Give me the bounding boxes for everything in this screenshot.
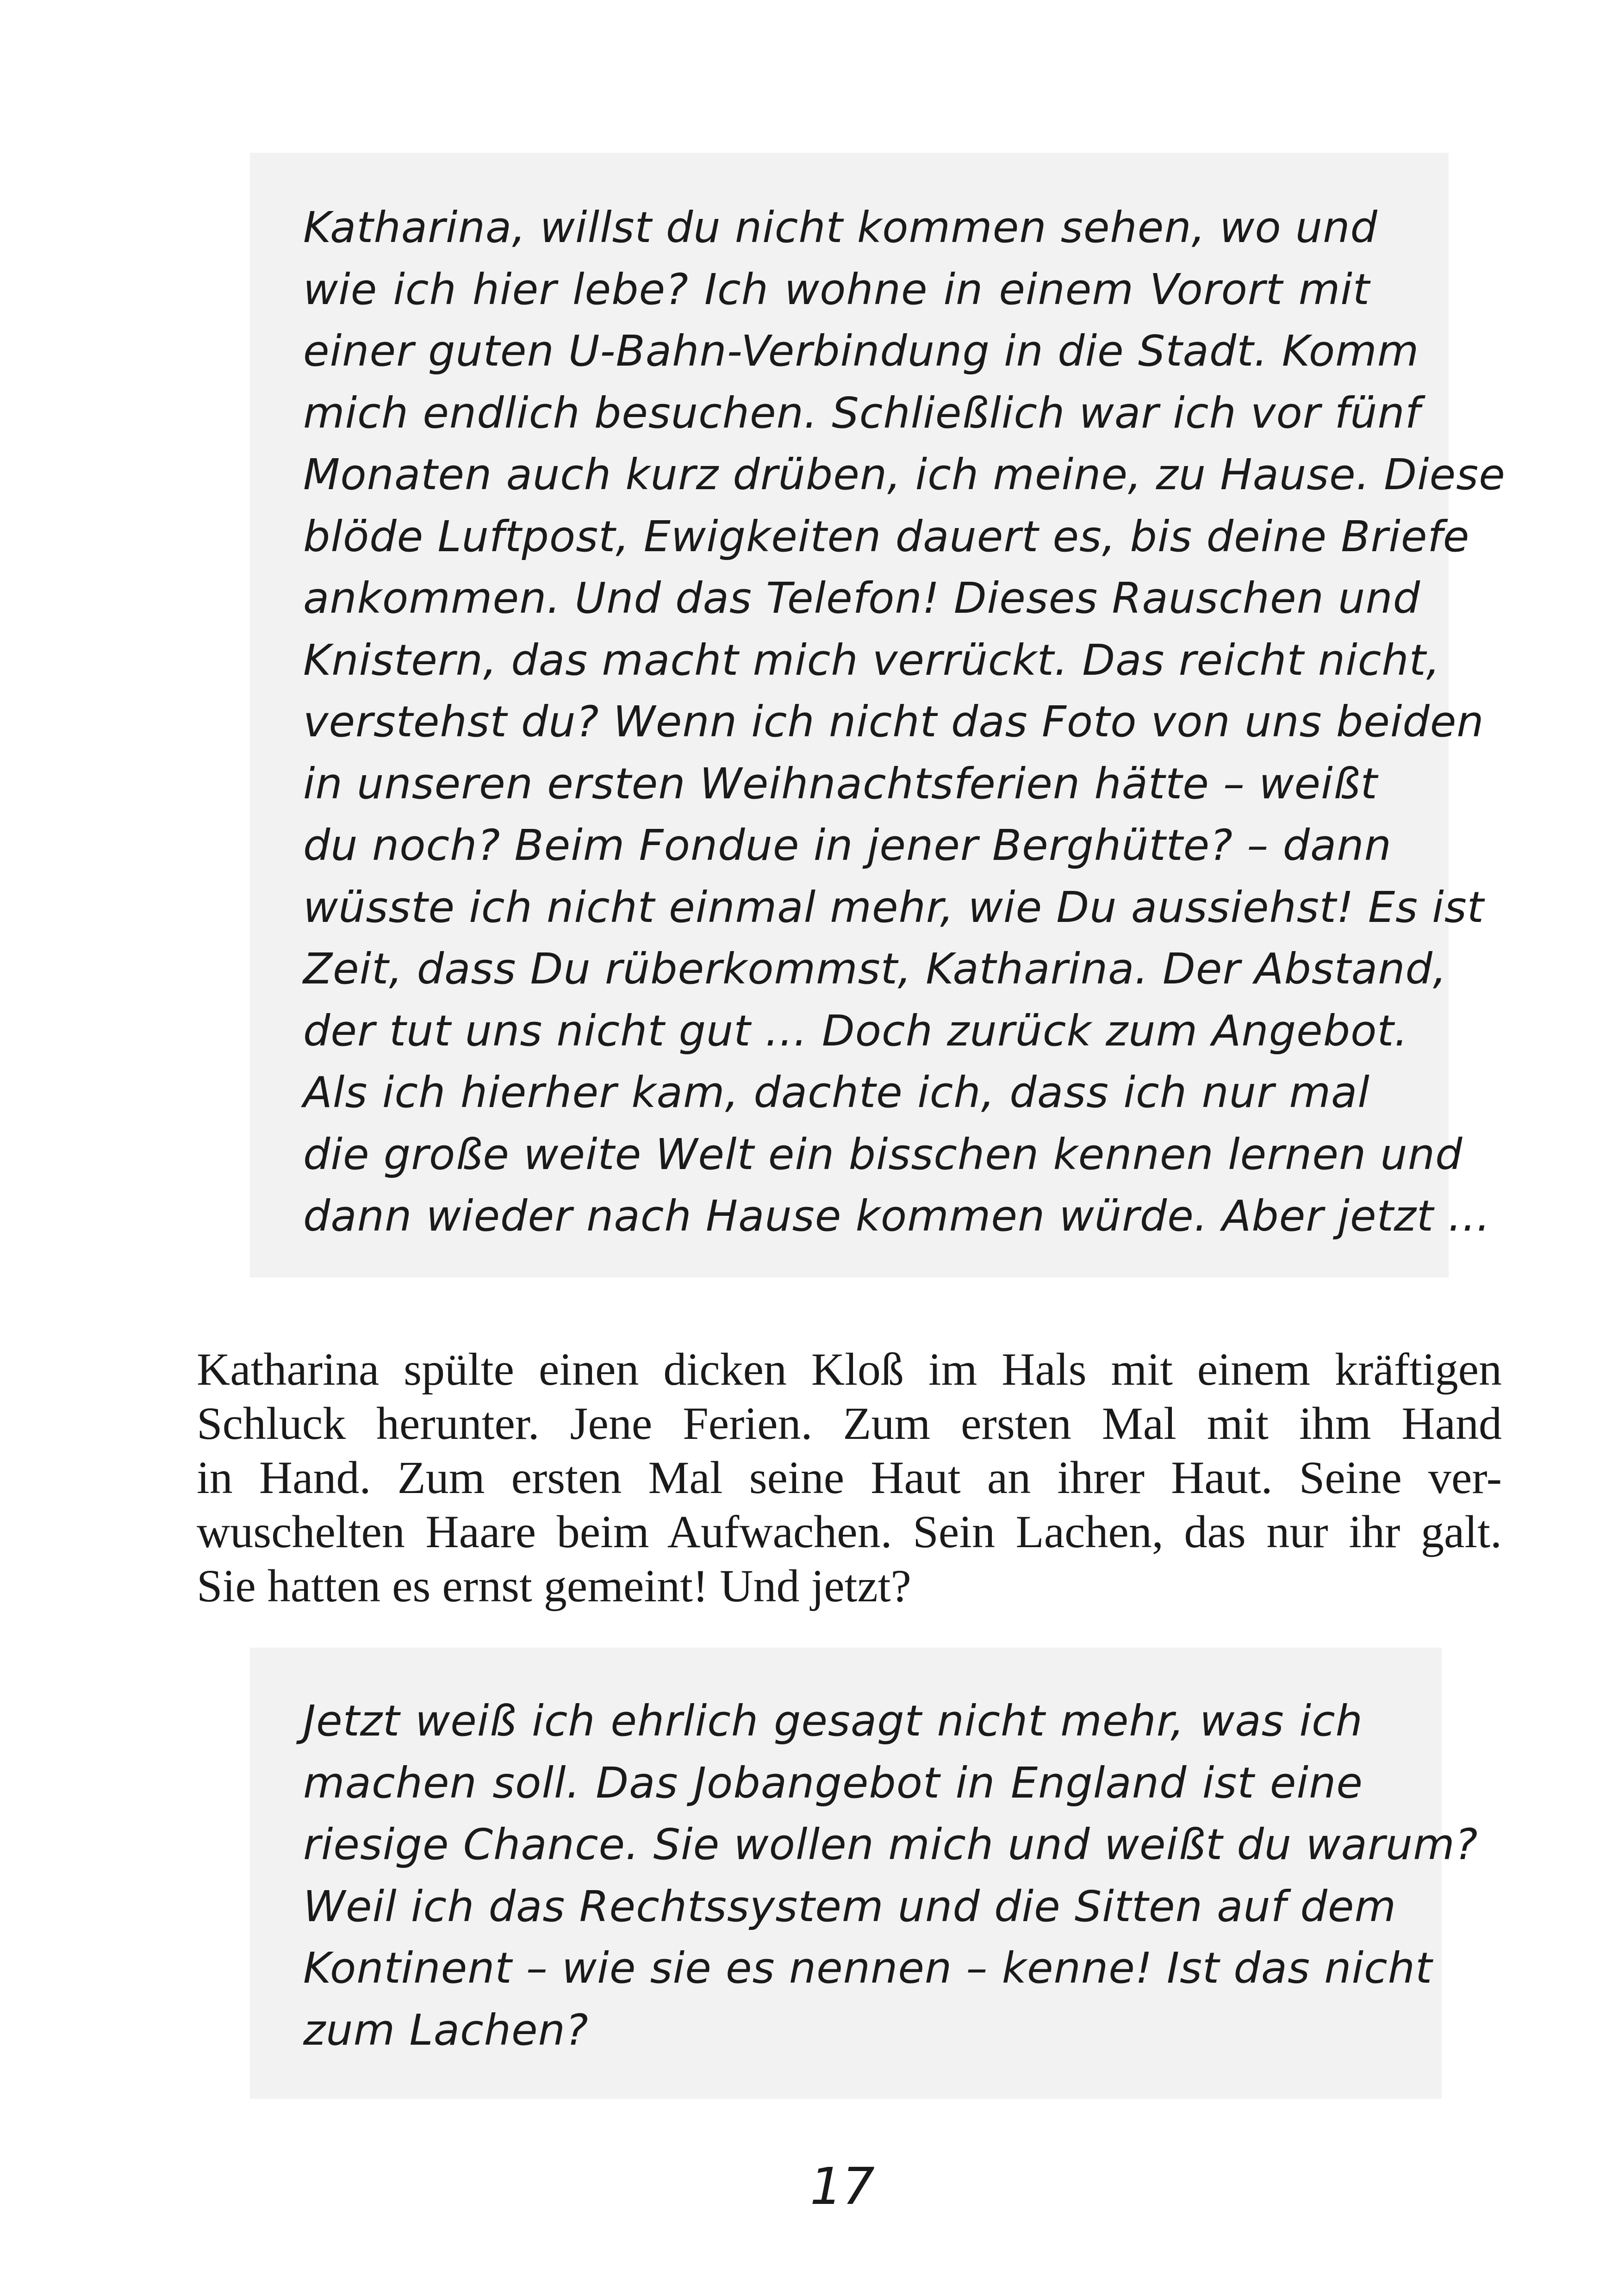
page-number: 17 (810, 2157, 875, 2216)
letter-line: Kontinent – wie sie es nennen – kenne! Ist das nicht (303, 1943, 1433, 1993)
letter-line: mich endlich besuchen. Schließlich war ich vor fünf (303, 388, 1421, 438)
letter-line: Weil ich das Rechtssystem und die Sitten auf dem (303, 1881, 1397, 1931)
narrative-line: Schluck herunter. Jene Ferien. Zum ersten Mal mit ihm Hand (197, 1398, 1502, 1449)
letter-line: Katharina, willst du nicht kommen sehen, wo und (303, 203, 1378, 252)
letter-line: Zeit, dass Du rüberkommst, Katharina. Der Abstand, (303, 944, 1447, 994)
letter-line: einer guten U-Bahn-Verbindung in die Stadt. Komm (303, 326, 1419, 376)
letter-line: wie ich hier lebe? Ich wohne in einem Vorort mit (303, 264, 1370, 314)
narrative-paragraph (197, 1342, 1502, 1613)
letter-line: wüsste ich nicht einmal mehr, wie Du aussiehst! Es ist (303, 882, 1484, 932)
handwritten-letter-box (250, 153, 1506, 1277)
letter-line: riesige Chance. Sie wollen mich und weißt du warum? (303, 1820, 1478, 1869)
narrative-line: Sie hatten es ernst gemeint! Und jetzt? (197, 1560, 911, 1612)
letter-line: in unseren ersten Weihnachtsferien hätte – weißt (303, 759, 1378, 809)
letter-line: blöde Luftpost, Ewigkeiten dauert es, bis deine Briefe (303, 511, 1470, 561)
letter-line: der tut uns nicht gut … Doch zurück zum Angebot. (303, 1006, 1408, 1056)
letter-line: Als ich hierher kam, dachte ich, dass ich nur mal (303, 1068, 1370, 1117)
letter-line: Jetzt weiß ich ehrlich gesagt nicht mehr, was ich (303, 1696, 1363, 1746)
letter-line: machen soll. Das Jobangebot in England ist eine (303, 1758, 1363, 1808)
letter-line: ankommen. Und das Telefon! Dieses Rauschen und (303, 573, 1421, 623)
handwritten-letter-box (250, 1648, 1478, 2099)
narrative-line: in Hand. Zum ersten Mal seine Haut an ihrer Haut. Seine ver- (197, 1452, 1502, 1503)
letter-line: verstehst du? Wenn ich nicht das Foto von uns beiden (303, 697, 1484, 747)
letter-line: Monaten auch kurz drüben, ich meine, zu Hause. Diese (303, 450, 1506, 499)
letter-line: zum Lachen? (303, 2005, 589, 2055)
narrative-line: wuschelten Haare beim Aufwachen. Sein Lachen, das nur ihr galt. (197, 1506, 1502, 1557)
letter-line: die große weite Welt ein bisschen kennen lernen und (303, 1129, 1463, 1179)
narrative-line: Katharina spülte einen dicken Kloß im Hals mit einem kräftigen (197, 1344, 1502, 1395)
letter-line: dann wieder nach Hause kommen würde. Aber jetzt … (303, 1191, 1491, 1241)
letter-line: Knistern, das macht mich verrückt. Das reicht nicht, (303, 635, 1440, 685)
letter-line: du noch? Beim Fondue in jener Berghütte? – dann (303, 821, 1392, 870)
